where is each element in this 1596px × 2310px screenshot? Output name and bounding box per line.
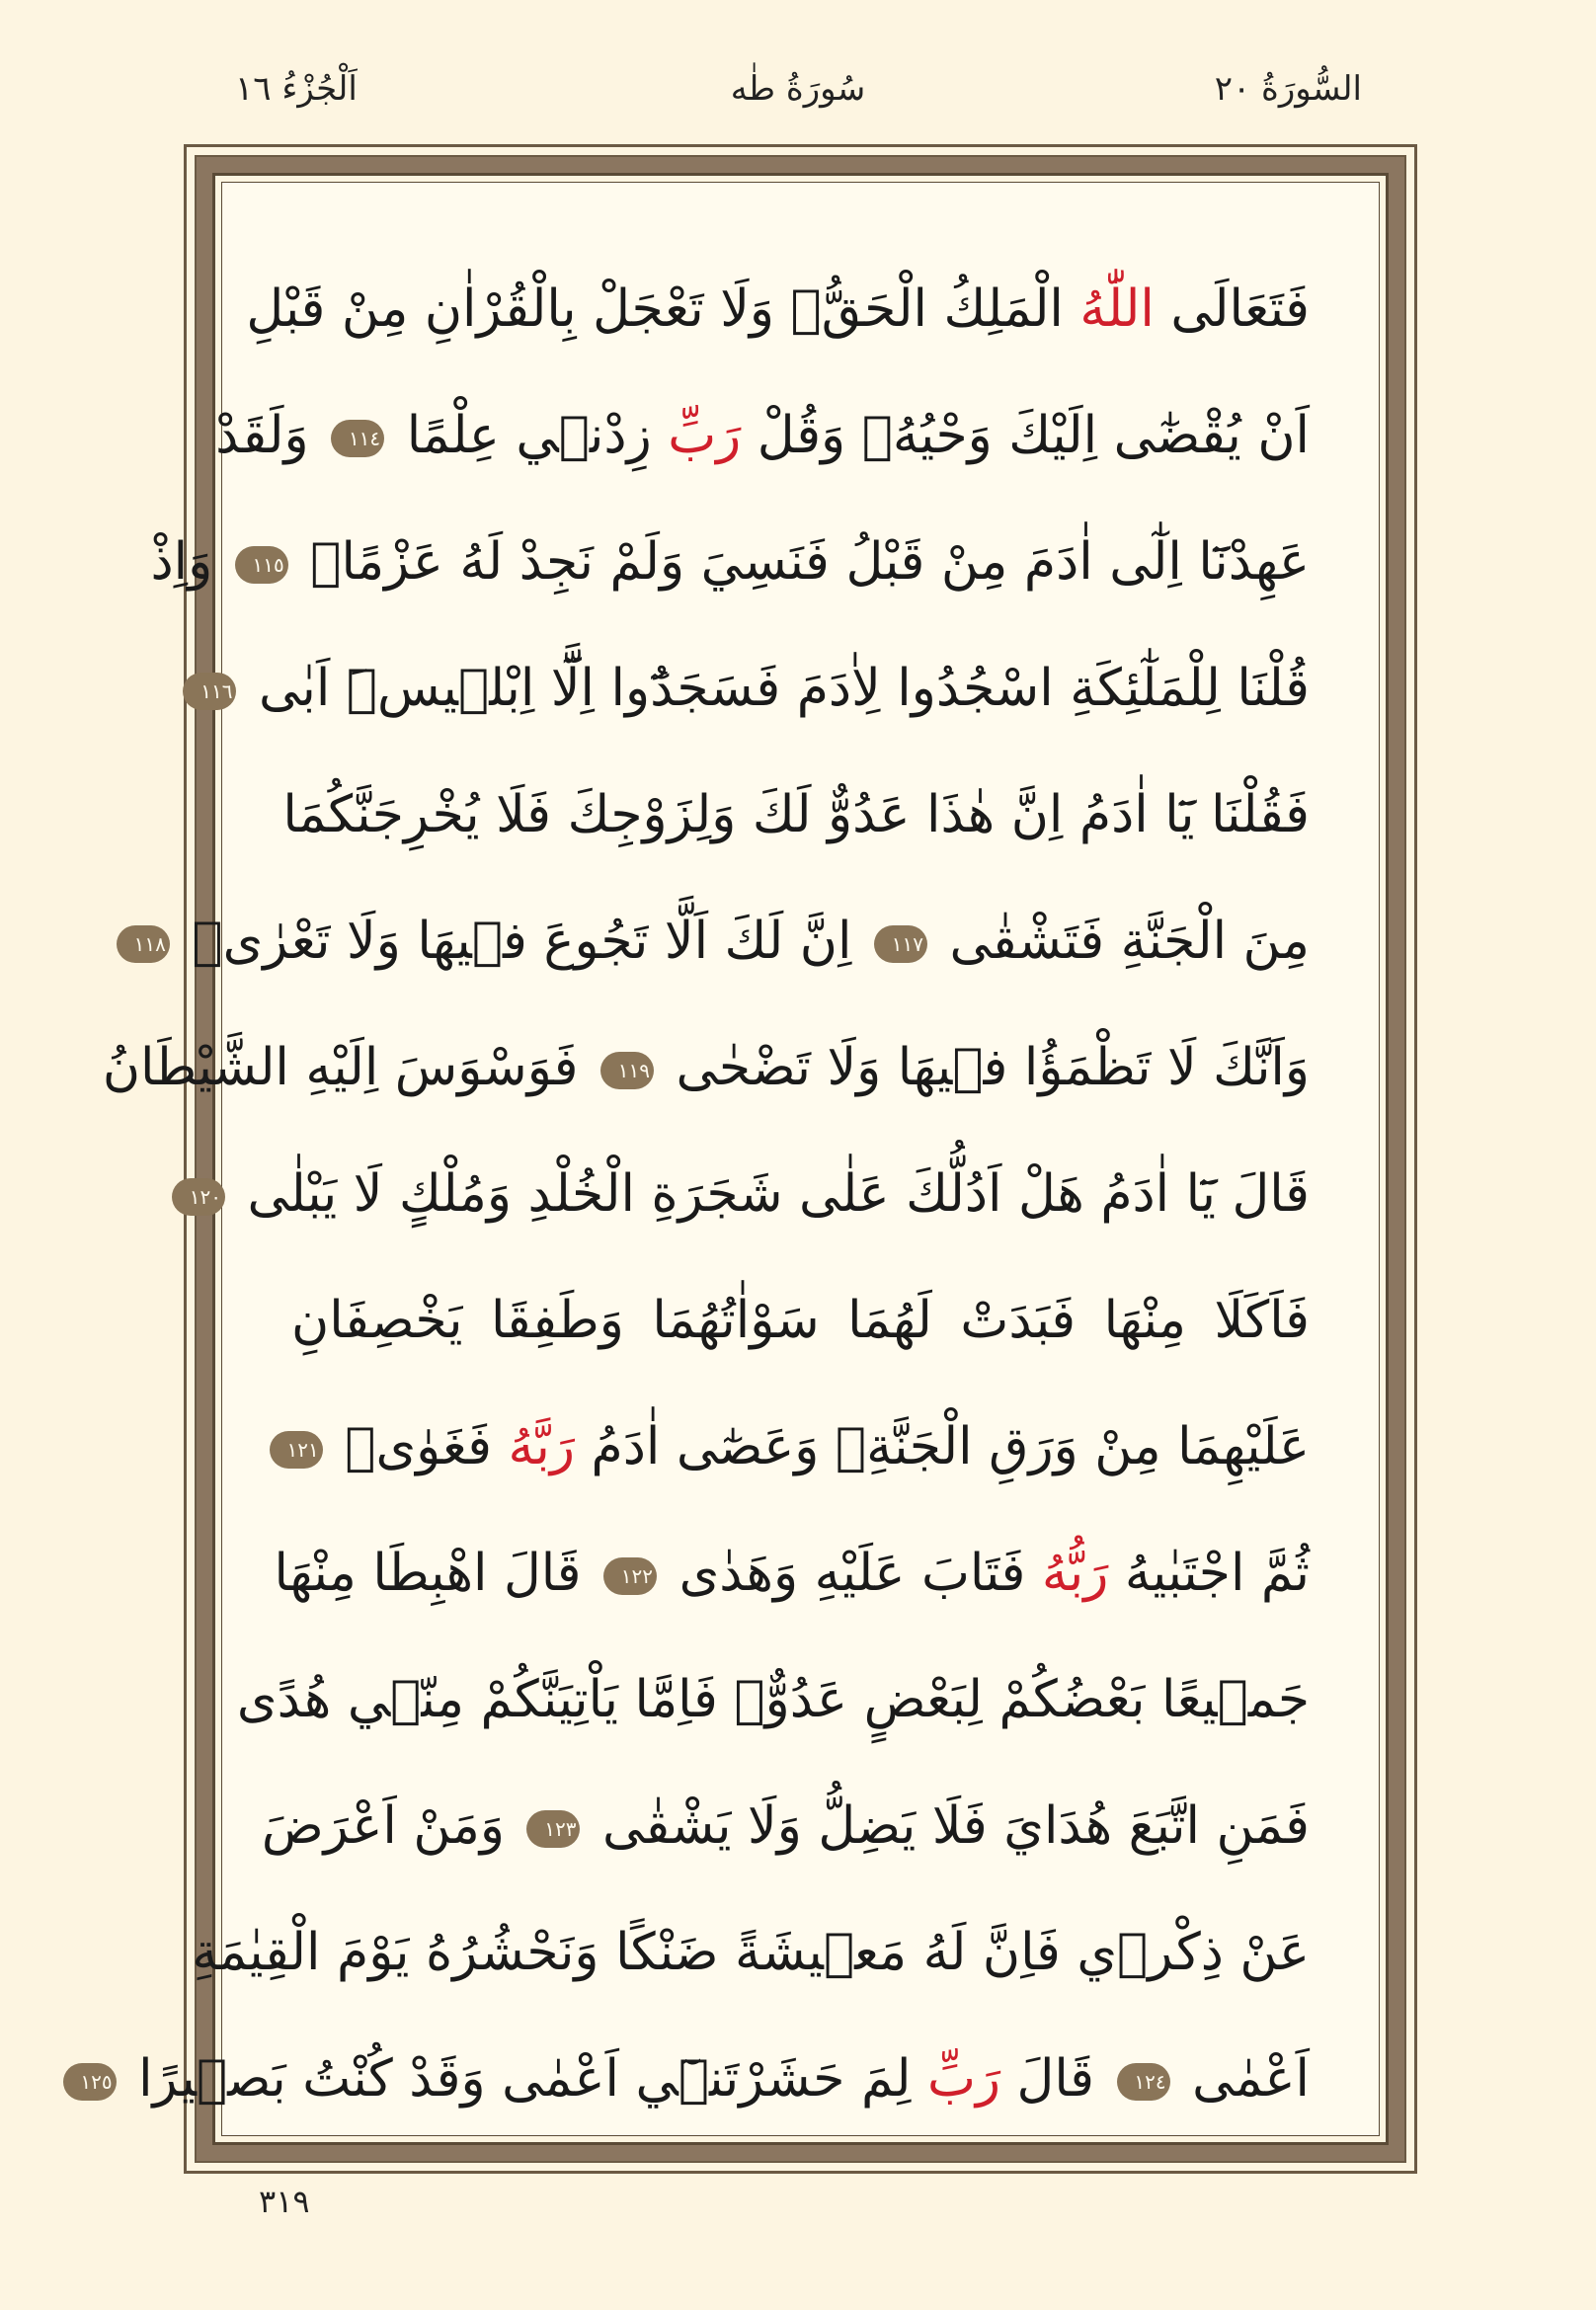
ayah-marker: ١١٧: [874, 925, 927, 963]
line-12-text: [237, 1670, 1310, 1729]
line-13-tail: [262, 1796, 505, 1856]
word: وَاَنَّكَ: [1196, 1038, 1310, 1097]
text-line-11: [274, 1514, 1310, 1633]
word: عَنْ: [1223, 1923, 1310, 1982]
word: يُقْضٰٓى: [1097, 406, 1241, 465]
word: يَخْصِفَانِ: [291, 1291, 463, 1350]
word: لِبَعْضٍ: [847, 1670, 983, 1729]
ayah-marker: ١٢٣: [526, 1810, 580, 1848]
word: اَعْمٰى: [485, 2049, 619, 2109]
page-frame: [80, 144, 1417, 2174]
word: فَبَدَتْ: [931, 1291, 1077, 1350]
word: عَدُوٌّ: [811, 785, 911, 844]
word: اِلٰٓى: [1092, 532, 1182, 592]
word: لَهُمَا: [819, 1291, 932, 1350]
word: مِنْ: [325, 279, 409, 339]
word: تَجُوعَ: [526, 912, 649, 971]
word: وَقَدْ: [392, 2049, 486, 2109]
text-line-7: [102, 1008, 1310, 1127]
word: سَوْاٰتُهُمَا: [623, 1291, 820, 1350]
word: فَلَا: [479, 785, 552, 844]
word: فَتَابَ: [905, 1544, 1026, 1603]
line-7-tail: [103, 1038, 579, 1097]
word: فَلَا: [916, 1796, 988, 1856]
word: بَص۪يرًا: [138, 2049, 286, 2109]
word: فَتَشْقٰى: [949, 912, 1105, 971]
word: هٰذَا: [910, 785, 996, 844]
word: هُدَايَ: [987, 1796, 1113, 1856]
word: اتَّبَعَ: [1112, 1796, 1200, 1856]
word: الْقِيٰمَةِ: [192, 1923, 321, 1982]
word: رَبُّهُ: [1025, 1544, 1109, 1603]
frame-border: [80, 155, 1406, 2163]
word: اسْجُدُوا: [880, 659, 1054, 718]
text-line-4: [200, 629, 1310, 748]
word: مِنْ: [1077, 1417, 1161, 1476]
word: قَالَ: [487, 1544, 582, 1603]
word: كُنْتُ: [285, 2049, 393, 2109]
word: ذِكْر۪ي: [1060, 1923, 1224, 1982]
word: اَعْرَضَ: [261, 1796, 397, 1856]
ayah-marker: ١٢٤: [1117, 2063, 1170, 2101]
text-panel: [80, 182, 1380, 2136]
ayah-marker: ١٢٥: [63, 2063, 117, 2101]
word: يَشْقٰى: [602, 1796, 732, 1856]
text-line-2: [215, 376, 1310, 495]
word: وَلَا: [703, 279, 774, 339]
word: مِنْهَا: [274, 1544, 357, 1603]
word: يَاْتِيَنَّكُمْ: [463, 1670, 618, 1729]
word: لَا: [337, 1164, 383, 1224]
word: وَعَصٰٓى: [660, 1417, 820, 1476]
word: وَلَقَدْ: [215, 406, 309, 465]
word: بَعْضُكُمْ: [982, 1670, 1146, 1729]
text-line-10: [286, 1388, 1310, 1506]
juz-number: اَلْجُزْءُ ١٦: [235, 69, 358, 109]
word: فَسَجَدُٓوا: [594, 659, 781, 718]
word: الْجَنَّةِۘ: [819, 1417, 973, 1476]
line-13-text: [602, 1796, 1310, 1856]
word: الشَّيْطَانُ: [102, 1038, 289, 1097]
word: حَشَرْتَن۪ٓي: [618, 2049, 845, 2109]
word: وَرَقِ: [972, 1417, 1078, 1476]
word: وَنَحْشُرُهُ: [409, 1923, 599, 1982]
word: يَٓا: [1148, 785, 1195, 844]
line-6-tail: [192, 912, 851, 971]
word: هُدًى: [236, 1670, 332, 1729]
line-6-text: [949, 912, 1310, 971]
word: اَنْ: [1240, 406, 1310, 465]
ayah-marker: ١١٦: [183, 673, 236, 710]
word: اَعْمٰى: [1192, 2049, 1310, 2109]
line-3-text: [310, 532, 1310, 592]
word: تَعْرٰىۙ: [192, 912, 331, 971]
word: فَمَنِ: [1199, 1796, 1310, 1856]
surah-name: سُورَةُ طٰه: [730, 69, 866, 109]
word: اٰدَمُ: [574, 1417, 661, 1476]
word: تَظْمَؤُا: [1007, 1038, 1152, 1097]
word: فَنَسِيَ: [684, 532, 830, 592]
word: اِلَيْكَ: [992, 406, 1098, 465]
word: وَلِزَوْجِكَ: [551, 785, 737, 844]
word: قَبْلُ: [829, 532, 925, 592]
word: لِاٰدَمَ: [780, 659, 881, 718]
word: يَوْمَ: [320, 1923, 410, 1982]
ayah-marker: ١١٥: [235, 546, 288, 584]
word: وَلَا: [731, 1796, 802, 1856]
word: الْمَلِكُ: [926, 279, 1064, 339]
word: تَعْجَلْ: [576, 279, 704, 339]
word: يُخْرِجَنَّكُمَا: [282, 785, 480, 844]
line-15-tail: [138, 2049, 1094, 2109]
line-11-tail: [275, 1544, 582, 1603]
word: الْخُلْدِ: [512, 1164, 635, 1224]
word: مِنْهَا: [1076, 1291, 1187, 1350]
word: فَاَكَلَا: [1186, 1291, 1311, 1350]
text-line-5: [282, 756, 1310, 874]
word: الْجَنَّةِ: [1104, 912, 1228, 971]
word: عَزْمًاࣖ: [310, 532, 443, 592]
line-8-text: [248, 1164, 1310, 1224]
word: ف۪يهَا: [881, 1038, 1008, 1097]
word: فَوَسْوَسَ: [378, 1038, 579, 1097]
word: شَجَرَةِ: [634, 1164, 783, 1224]
word: عَلَيْهِ: [798, 1544, 906, 1603]
frame-inner-border: [80, 173, 1389, 2145]
word: رَبَّهُ: [491, 1417, 575, 1476]
word: ضَنْكًا: [598, 1923, 719, 1982]
word: رَبِّ: [911, 2049, 1001, 2109]
word: رَبِّ: [651, 406, 742, 465]
word: الْحَقُّۚ: [773, 279, 927, 339]
word: وَمُلْكٍ: [382, 1164, 512, 1224]
word: فَقُلْنَا: [1194, 785, 1310, 844]
word: ثُمَّ: [1244, 1544, 1310, 1603]
word: وَلَمْ: [594, 532, 685, 592]
word: يَبْلٰى: [247, 1164, 338, 1224]
word: عَلٰى: [782, 1164, 890, 1224]
word: لَكَ: [708, 912, 784, 971]
word: تَضْحٰى: [676, 1038, 811, 1097]
word: فَاِمَّا: [617, 1670, 718, 1729]
word: قَالَ: [1000, 2049, 1095, 2109]
word: وَاِذْ: [150, 532, 213, 592]
line-9-text: [291, 1291, 1310, 1350]
word: يَٓا: [1169, 1164, 1216, 1224]
word: وَقُلْ: [741, 406, 846, 465]
line-11-text: [679, 1544, 1310, 1603]
word: وَطَفِقَا: [462, 1291, 624, 1350]
line-14-text: [192, 1923, 1310, 1982]
word: عَدُوٌّۚ: [717, 1670, 848, 1729]
text-line-3: [150, 503, 1310, 621]
word: وَحْيُهُۘ: [845, 406, 993, 465]
line-15-text: [1192, 2049, 1310, 2109]
word: مَع۪يشَةً: [718, 1923, 908, 1982]
line-3-tail: [150, 532, 212, 592]
text-line-1: [246, 250, 1310, 368]
word: اجْتَبٰيهُ: [1108, 1544, 1245, 1603]
word: عَهِدْنَٓا: [1181, 532, 1310, 592]
ayah-marker: ١٢١: [270, 1431, 323, 1469]
word: اِنَّ: [995, 785, 1064, 844]
surah-number: السُّورَةُ ٢٠: [1214, 69, 1362, 109]
word: يَضِلُّ: [801, 1796, 917, 1856]
text-line-15: [80, 2020, 1310, 2138]
ayah-marker: ١١٩: [600, 1052, 654, 1089]
word: عِلْمًا: [406, 406, 500, 465]
word: اِلَّٓا: [534, 659, 595, 718]
word: لَهُ: [442, 532, 504, 592]
word: لَا: [1151, 1038, 1197, 1097]
word: اٰدَمُ: [1063, 785, 1149, 844]
word: اِنَّ: [783, 912, 852, 971]
line-2-tail: [215, 406, 309, 465]
word: قَالَ: [1215, 1164, 1310, 1224]
line-4-text: [259, 659, 1310, 718]
word: لِلْمَلٰٓئِكَةِ: [1053, 659, 1221, 718]
word: اَبٰى: [259, 659, 331, 718]
word: اَدُلُّكَ: [889, 1164, 1002, 1224]
word: وَلَا: [810, 1038, 882, 1097]
word: وَمَنْ: [396, 1796, 505, 1856]
word: لِمَ: [844, 2049, 912, 2109]
word: وَهَدٰى: [678, 1544, 799, 1603]
word: قُلْنَا: [1220, 659, 1310, 718]
ayah-marker: ١٢٠: [172, 1178, 225, 1216]
word: اللّٰهُ: [1063, 279, 1155, 339]
word: اِبْل۪يسَۜ: [330, 659, 535, 718]
word: وَلَا: [330, 912, 401, 971]
line-7-text: [677, 1038, 1311, 1097]
text-line-9: [291, 1261, 1310, 1380]
word: اٰدَمَ: [1007, 532, 1093, 592]
line-1-text: [246, 279, 1310, 339]
page-number: ٣١٩: [259, 2183, 310, 2220]
word: هَلْ: [1001, 1164, 1084, 1224]
word: عَلَيْهِمَا: [1160, 1417, 1310, 1476]
word: مِنْ: [924, 532, 1008, 592]
text-line-6: [133, 882, 1310, 1000]
word: فَتَعَالَى: [1154, 279, 1310, 339]
ayah-marker: ١١٤: [331, 420, 384, 457]
word: مِنّ۪ي: [331, 1670, 464, 1729]
ayah-marker: ١١٨: [117, 925, 170, 963]
quran-text: [80, 250, 1311, 2109]
word: ف۪يهَا: [400, 912, 527, 971]
line-10-text: [345, 1417, 1310, 1476]
word: قَبْلِ: [246, 279, 326, 339]
word: نَجِدْ: [503, 532, 595, 592]
text-line-14: [192, 1893, 1310, 2012]
word: اهْبِطَا: [356, 1544, 488, 1603]
line-5-text: [282, 785, 1310, 844]
word: جَم۪يعًا: [1145, 1670, 1310, 1729]
word: زِدْن۪ي: [499, 406, 652, 465]
text-line-13: [261, 1767, 1310, 1885]
word: اَلَّا: [648, 912, 709, 971]
text-line-8: [189, 1135, 1310, 1253]
word: لَكَ: [736, 785, 812, 844]
ayah-marker: ١٢٢: [603, 1557, 657, 1595]
word: اٰدَمُ: [1083, 1164, 1170, 1224]
text-line-12: [236, 1640, 1310, 1759]
word: مِنَ: [1227, 912, 1310, 971]
line-2-text: [407, 406, 1310, 465]
word: اِلَيْهِ: [288, 1038, 379, 1097]
word: بِالْقُرْاٰنِ: [408, 279, 577, 339]
word: لَهُ: [907, 1923, 967, 1982]
word: فَغَوٰىۖ: [345, 1417, 492, 1476]
word: فَاِنَّ: [966, 1923, 1061, 1982]
